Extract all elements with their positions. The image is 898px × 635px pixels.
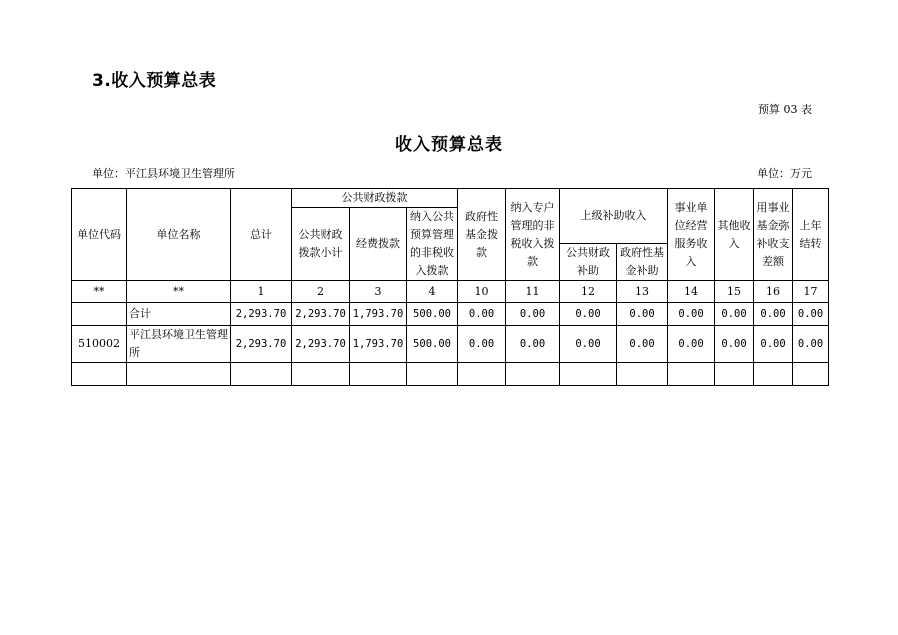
cell-total: 2,293.70 xyxy=(231,303,292,326)
cell-gov-fund: 0.00 xyxy=(458,303,506,326)
index-cell: ** xyxy=(72,281,127,303)
index-cell: 14 xyxy=(668,281,715,303)
cell-last-year: 0.00 xyxy=(793,303,829,326)
header-other-income: 其他收入 xyxy=(715,189,754,281)
cell-unit-name: 合计 xyxy=(127,303,231,326)
index-cell: 15 xyxy=(715,281,754,303)
header-gov-fund: 政府性基金拨款 xyxy=(458,189,506,281)
header-superior-subsidy: 上级补助收入 xyxy=(560,189,668,244)
empty-cell xyxy=(72,363,127,386)
empty-cell xyxy=(668,363,715,386)
empty-cell xyxy=(560,363,617,386)
header-business-income: 事业单位经营服务收入 xyxy=(668,189,715,281)
index-cell: 16 xyxy=(754,281,793,303)
cell-operating-funds: 1,793.70 xyxy=(350,303,407,326)
index-row xyxy=(72,281,829,303)
empty-cell xyxy=(292,363,350,386)
empty-cell xyxy=(407,363,458,386)
empty-cell xyxy=(231,363,292,386)
cell-non-tax-budget: 500.00 xyxy=(407,326,458,363)
table-row-total xyxy=(72,303,829,326)
empty-cell xyxy=(350,363,407,386)
header-last-year: 上年结转 xyxy=(793,189,829,281)
header-public-finance-subtotal: 公共财政拨款小计 xyxy=(292,208,350,281)
table-row-empty xyxy=(72,363,829,386)
header-total: 总计 xyxy=(231,189,292,281)
cell-special-non-tax: 0.00 xyxy=(506,326,560,363)
empty-cell xyxy=(127,363,231,386)
cell-superior-gov-fund: 0.00 xyxy=(617,326,668,363)
empty-cell xyxy=(715,363,754,386)
table-row-unit xyxy=(72,326,829,363)
cell-total: 2,293.70 xyxy=(231,326,292,363)
cell-unit-code: 510002 xyxy=(72,326,127,363)
cell-special-non-tax: 0.00 xyxy=(506,303,560,326)
cell-superior-public: 0.00 xyxy=(560,303,617,326)
index-cell: 17 xyxy=(793,281,829,303)
currency-unit: 单位：万元 xyxy=(757,167,812,180)
table-title: 收入预算总表 xyxy=(395,135,503,155)
header-special-non-tax: 纳入专户管理的非税收入拨款 xyxy=(506,189,560,281)
cell-operating-funds: 1,793.70 xyxy=(350,326,407,363)
index-cell: 4 xyxy=(407,281,458,303)
cell-public-finance-subtotal: 2,293.70 xyxy=(292,326,350,363)
cell-fund-balance: 0.00 xyxy=(754,326,793,363)
empty-cell xyxy=(754,363,793,386)
reporting-unit: 单位：平江县环境卫生管理所 xyxy=(92,167,235,180)
section-title: 3.收入预算总表 xyxy=(92,71,217,91)
header-operating-funds: 经费拨款 xyxy=(350,208,407,281)
cell-non-tax-budget: 500.00 xyxy=(407,303,458,326)
cell-superior-gov-fund: 0.00 xyxy=(617,303,668,326)
index-cell: 11 xyxy=(506,281,560,303)
cell-unit-code xyxy=(72,303,127,326)
cell-last-year: 0.00 xyxy=(793,326,829,363)
header-unit-code: 单位代码 xyxy=(72,189,127,281)
cell-other-income: 0.00 xyxy=(715,326,754,363)
index-cell: ** xyxy=(127,281,231,303)
header-superior-gov-fund: 政府性基金补助 xyxy=(617,244,668,281)
cell-fund-balance: 0.00 xyxy=(754,303,793,326)
index-cell: 2 xyxy=(292,281,350,303)
income-budget-table xyxy=(71,188,829,386)
index-cell: 12 xyxy=(560,281,617,303)
header-public-finance: 公共财政拨款 xyxy=(292,189,458,208)
empty-cell xyxy=(793,363,829,386)
empty-cell xyxy=(506,363,560,386)
header-non-tax-budget: 纳入公共预算管理的非税收入拨款 xyxy=(407,208,458,281)
header-fund-balance: 用事业基金弥补收支差额 xyxy=(754,189,793,281)
index-cell: 3 xyxy=(350,281,407,303)
header-row-1 xyxy=(72,189,829,208)
empty-cell xyxy=(617,363,668,386)
cell-other-income: 0.00 xyxy=(715,303,754,326)
index-cell: 10 xyxy=(458,281,506,303)
cell-unit-name: 平江县环境卫生管理所 xyxy=(127,326,231,363)
cell-superior-public: 0.00 xyxy=(560,326,617,363)
index-cell: 13 xyxy=(617,281,668,303)
cell-business-income: 0.00 xyxy=(668,326,715,363)
index-cell: 1 xyxy=(231,281,292,303)
form-number: 预算 03 表 xyxy=(758,103,812,116)
cell-business-income: 0.00 xyxy=(668,303,715,326)
cell-gov-fund: 0.00 xyxy=(458,326,506,363)
header-superior-public: 公共财政补助 xyxy=(560,244,617,281)
header-unit-name: 单位名称 xyxy=(127,189,231,281)
cell-public-finance-subtotal: 2,293.70 xyxy=(292,303,350,326)
empty-cell xyxy=(458,363,506,386)
